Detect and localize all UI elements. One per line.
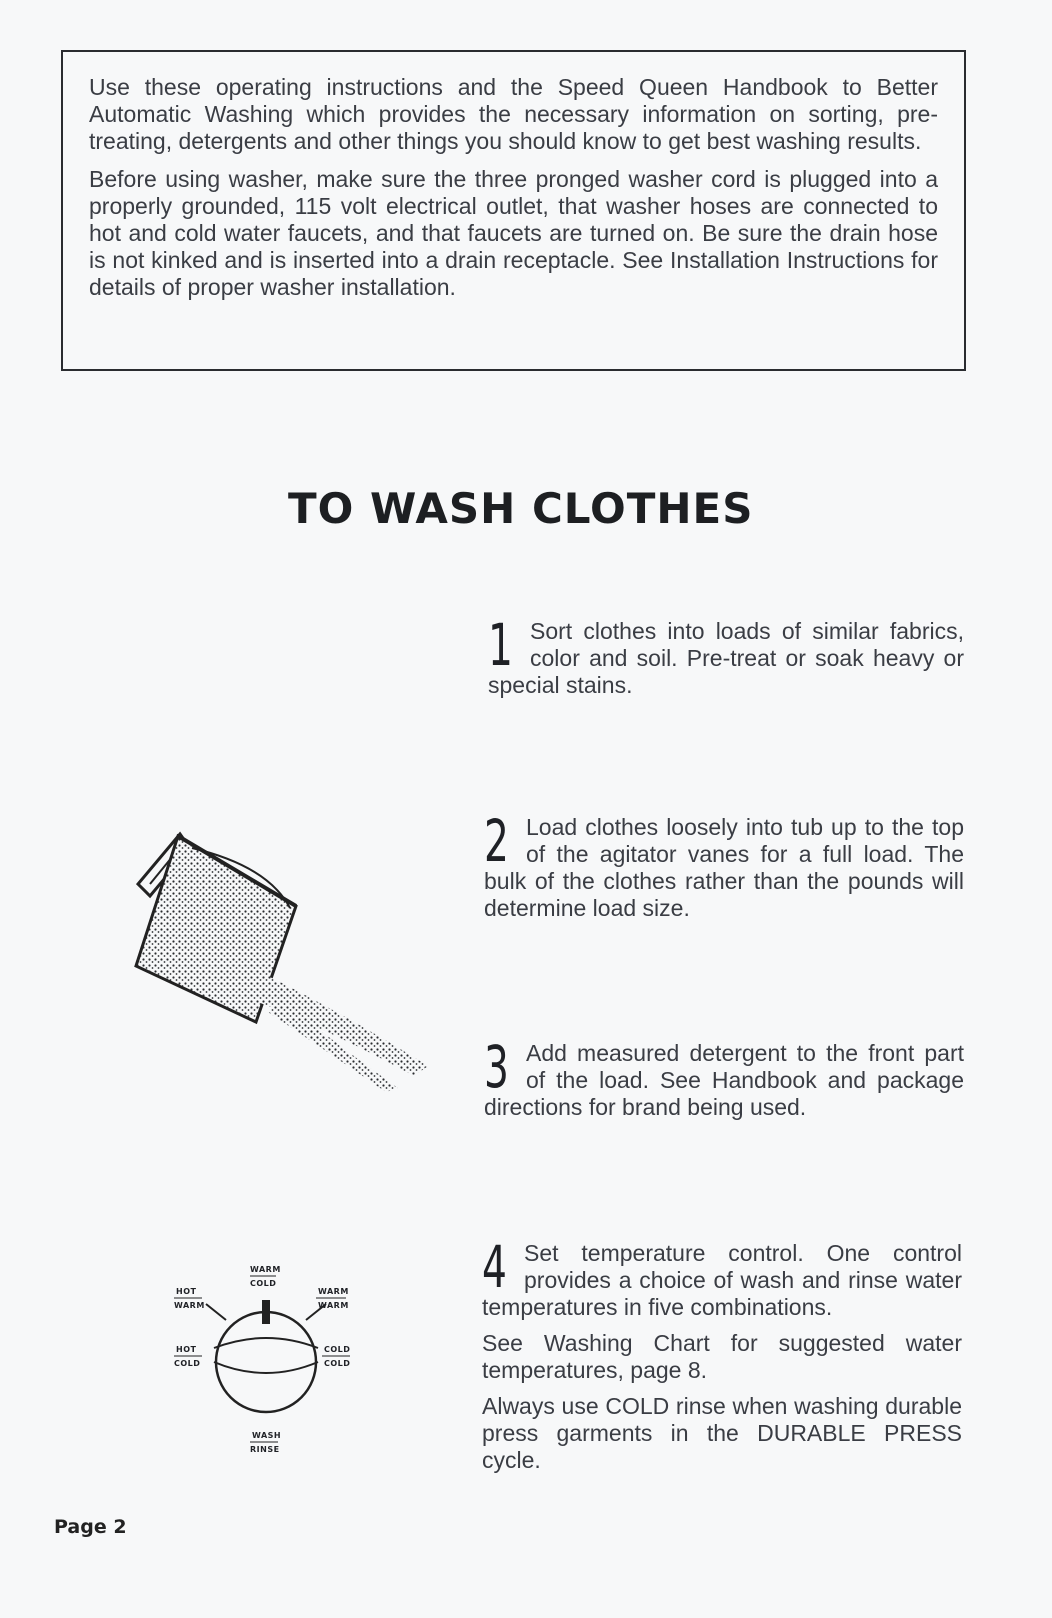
dial-label: WARM <box>318 1287 349 1296</box>
detergent-cup-icon <box>118 826 448 1096</box>
dial-label: HOT <box>176 1287 197 1296</box>
page-number: Page 2 <box>54 1516 127 1538</box>
step-note: See Washing Chart for suggested water temperatures, page 8. <box>482 1330 962 1383</box>
intro-box <box>61 50 966 371</box>
dial-label: COLD <box>324 1345 351 1354</box>
intro-paragraph: Use these operating instructions and the Speed Queen Handbook to Better Automatic Washing which provides the necessary information on sorting, pre-treating, detergents and other things you should know to get best washing results. <box>89 74 938 154</box>
step-4 <box>482 1233 962 1483</box>
dial-legend: WASH <box>252 1431 282 1440</box>
dial-label: WARM <box>250 1265 281 1274</box>
step-text: Add measured detergent to the front part of the load. See Handbook and package directions for brand being used. <box>484 1040 964 1120</box>
step-2 <box>484 807 964 931</box>
dial-label: COLD <box>324 1359 351 1368</box>
step-text: Set temperature control. One control provides a choice of wash and rinse water temperatures in five combinations. <box>482 1240 962 1320</box>
temperature-dial-icon <box>170 1262 370 1472</box>
step-number: 3 <box>484 1033 509 1101</box>
dial-label: WARM <box>174 1301 205 1310</box>
step-number: 1 <box>488 611 513 679</box>
dial-label: WARM <box>318 1301 349 1310</box>
step-1 <box>488 611 964 708</box>
step-text: Sort clothes into loads of similar fabrics, color and soil. Pre-treat or soak heavy or special stains. <box>488 618 964 698</box>
dial-label: COLD <box>174 1359 201 1368</box>
step-number: 4 <box>482 1233 507 1301</box>
step-number: 2 <box>484 807 509 875</box>
intro-paragraph: Before using washer, make sure the three pronged washer cord is plugged into a properly grounded, 115 volt electrical outlet, that washer hoses are connected to hot and cold water faucets, and that faucets are turned on. Be sure the drain hose is not kinked and is inserted into a drain receptacle. See Installation Instructions for details of proper washer installation. <box>89 166 938 300</box>
page-title: TO WASH CLOTHES <box>288 484 754 533</box>
dial-label: HOT <box>176 1345 197 1354</box>
step-3 <box>484 1033 964 1130</box>
dial-label: COLD <box>250 1279 277 1288</box>
step-note: Always use COLD rinse when washing durable press garments in the DURABLE PRESS cycle. <box>482 1393 962 1473</box>
dial-legend: RINSE <box>250 1445 280 1454</box>
step-text: Load clothes loosely into tub up to the top of the agitator vanes for a full load. The bulk of the clothes rather than the pounds will determine load size. <box>484 814 964 921</box>
